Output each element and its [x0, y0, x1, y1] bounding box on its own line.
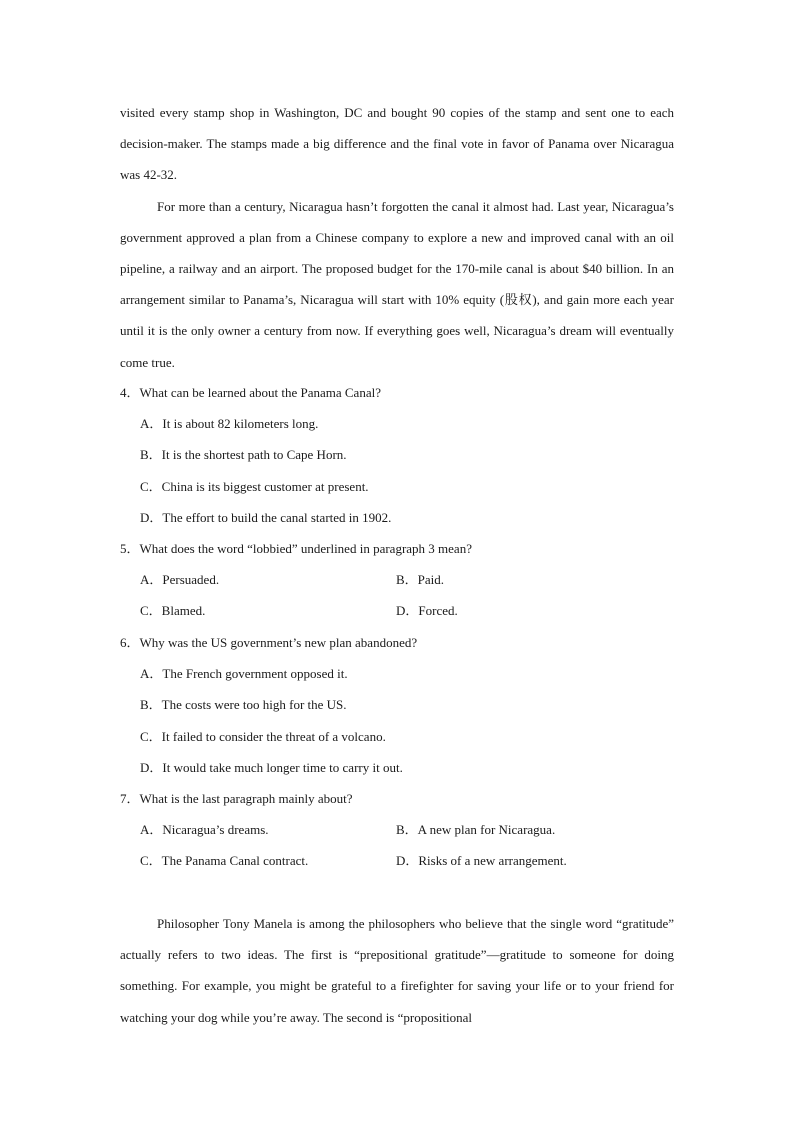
option-a: A．Persuaded. — [140, 572, 220, 588]
option-a: A．The French government opposed it. — [140, 666, 348, 682]
option-b: B．Paid. — [396, 572, 445, 588]
option-c: C．Blamed. — [140, 603, 206, 619]
options-row — [120, 814, 680, 845]
option-b: B．The costs were too high for the US. — [140, 697, 347, 713]
question-stem: 7．What is the last paragraph mainly about? — [120, 791, 353, 806]
question-stem: 6．Why was the US government’s new plan abandoned? — [120, 635, 418, 650]
passage-b — [120, 908, 674, 1033]
option-b: B．A new plan for Nicaragua. — [396, 822, 556, 838]
question-4 — [120, 377, 680, 533]
passage-a-paragraph-continued: visited every stamp shop in Washington, DC and bought 90 copies of the stamp and sent one to each decision-maker. The stamps made a big difference and the final vote in favor of Panama over Nicaragua was 42-32. — [120, 105, 674, 183]
question-6 — [120, 627, 680, 783]
question-7 — [120, 783, 680, 877]
option-c: C．The Panama Canal contract. — [140, 853, 309, 869]
option-a: A．It is about 82 kilometers long. — [140, 416, 319, 432]
option-d: D．Risks of a new arrangement. — [396, 853, 567, 869]
question-5 — [120, 533, 680, 627]
option-b: B．It is the shortest path to Cape Horn. — [140, 447, 347, 463]
passage-b-first-paragraph: Philosopher Tony Manela is among the philosophers who believe that the single word “gratitude” actually refers to two ideas. The first is “prepositional gratitude”—gratitude to someone for doing something. For example, you might be grateful to a firefighter for saving your life or to your friend for watching your dog while you’re away. The second is “propositional — [120, 916, 674, 1025]
option-c: C．It failed to consider the threat of a volcano. — [140, 728, 386, 744]
option-d: D．Forced. — [396, 603, 458, 619]
passage-a — [120, 97, 674, 378]
options-row — [120, 845, 680, 876]
options-row — [120, 564, 680, 595]
option-a: A．Nicaragua’s dreams. — [140, 822, 269, 838]
options-row — [120, 595, 680, 626]
question-stem: 5．What does the word “lobbied” underlined in paragraph 3 mean? — [120, 541, 472, 556]
option-c: C．China is its biggest customer at present. — [140, 478, 369, 494]
option-d: D．The effort to build the canal started in 1902. — [140, 509, 392, 525]
question-stem: 4．What can be learned about the Panama Canal? — [120, 385, 381, 400]
option-d: D．It would take much longer time to carry it out. — [140, 759, 403, 775]
passage-a-last-paragraph: For more than a century, Nicaragua hasn’t forgotten the canal it almost had. Last year, Nicaragua’s government approved a plan from a Chinese company to explore a new and improved canal with an oil pipeline, a railway and an airport. The proposed budget for the 170-mile canal is about $40 billion. In an arrangement similar to Panama’s, Nicaragua will start with 10% equity (股权), and gain more each year until it is the only owner a century from now. If everything goes well, Nicaragua’s dream will eventually come true. — [120, 198, 674, 370]
